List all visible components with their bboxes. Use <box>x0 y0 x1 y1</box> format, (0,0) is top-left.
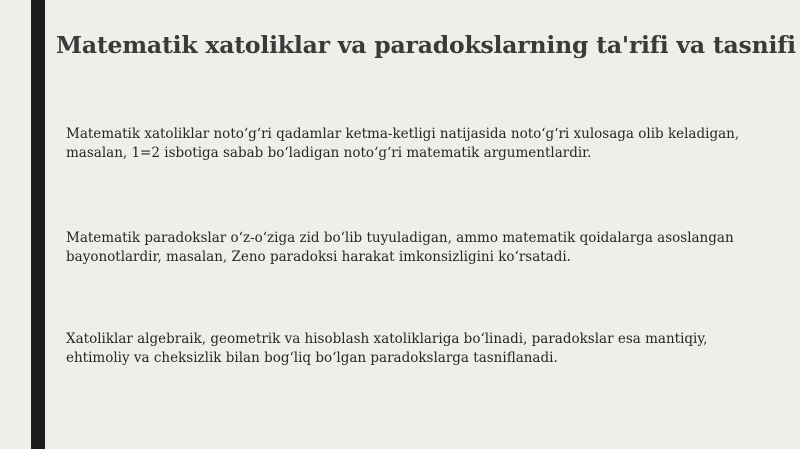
slide-title: Matematik xatoliklar va paradokslarning ta'rifi va tasnifi <box>56 31 796 59</box>
accent-bar <box>31 0 45 449</box>
bullet-list <box>66 0 750 449</box>
bullet-paragraph-1: Matematik xatoliklar noto‘g‘ri qadamlar ketma-ketligi natijasida noto‘g‘ri xulosaga olib keladigan, masalan, 1=2 isbotiga sabab bo‘ladigan noto‘g‘ri matematik argumentlardir. <box>66 126 740 161</box>
bullet-paragraph-2: Matematik paradokslar o‘z-o‘ziga zid bo‘lib tuyuladigan, ammo matematik qoidalarga asoslangan bayonotlardir, masalan, Zeno paradoksi harakat imkonsizligini ko‘rsatadi. <box>66 230 734 265</box>
bullet-paragraph-3: Xatoliklar algebraik, geometrik va hisoblash xatoliklariga bo‘linadi, paradokslar esa mantiqiy, ehtimoliy va cheksizlik bilan bog‘liq bo‘lgan paradokslarga tasniflanadi. <box>66 331 708 366</box>
